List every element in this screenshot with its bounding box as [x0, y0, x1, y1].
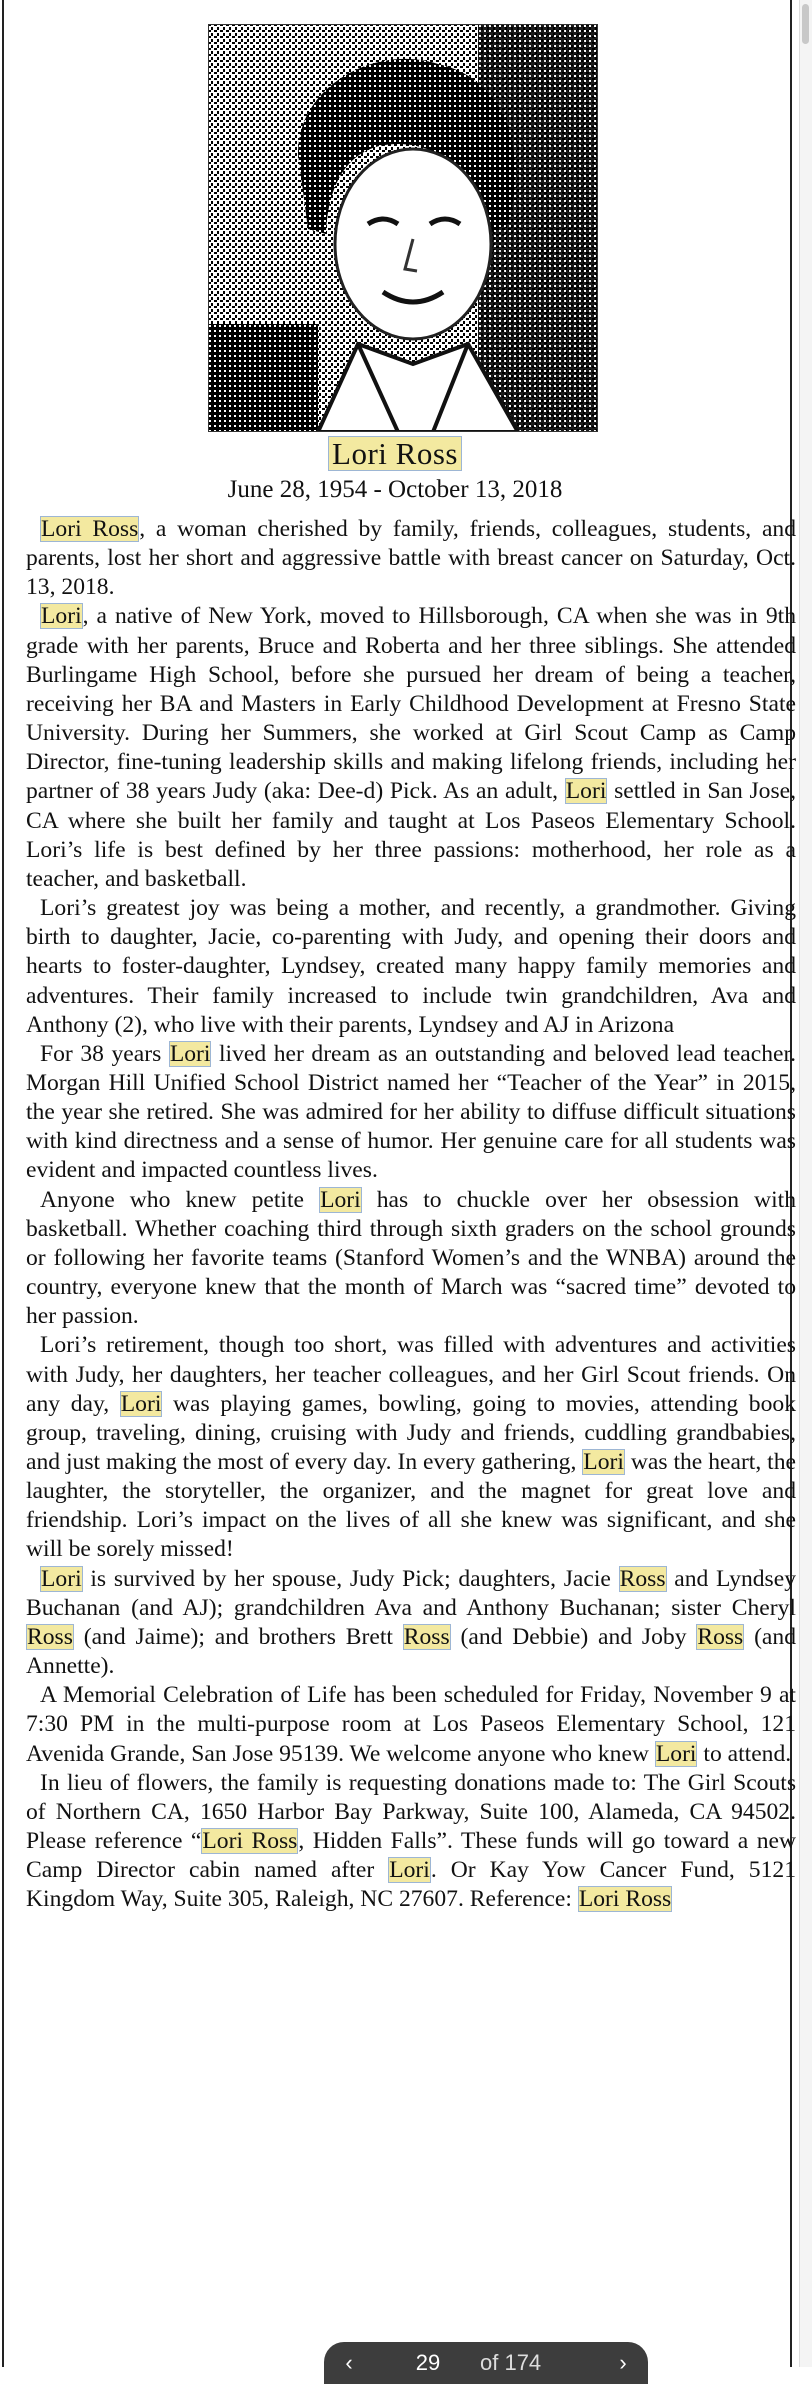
search-highlight: Ross	[403, 1623, 450, 1650]
search-highlight: Lori	[565, 778, 607, 805]
paragraph-text: , a native of New York, moved to Hillsborough, CA when she was in 9th grade with her parents, Bruce and Roberta and her three siblings. She attended Burlingame High School, before she pursued her dream of being a teacher, receiving her BA and Masters in Early Childhood Development at Fresno State University. During her Summers, she worked at Girl Scout Camp as Camp Director, fine-tuning leadership skills and making lifelong friends, including her partner of 38 years Judy (aka: Dee-d) Pick. As an adult,	[26, 603, 796, 805]
paragraph-text: is survived by her spouse, Judy Pick; daughters, Jacie	[82, 1565, 619, 1592]
obituary-paragraph	[26, 1040, 796, 1186]
search-highlight: Lori Ross	[578, 1886, 672, 1913]
obituary-paragraph	[26, 1186, 796, 1332]
obituary-paragraph	[26, 1565, 796, 1682]
search-highlight: Lori	[41, 1565, 82, 1592]
paragraph-text: (and Jaime); and brothers Brett	[73, 1623, 403, 1650]
obituary-paragraph	[26, 1681, 796, 1768]
search-highlight: Lori	[389, 1857, 430, 1884]
search-highlight: Lori	[320, 1186, 361, 1213]
search-highlight: Ross	[27, 1623, 73, 1650]
obituary-title	[0, 436, 790, 472]
paragraph-text: , Hidden Falls”. These funds will go toward a new Camp Director cabin named after	[26, 1828, 796, 1884]
portrait-photo-graphic	[208, 24, 598, 432]
search-highlight: Lori	[169, 1040, 211, 1067]
paragraph-text: was playing games, bowling, going to movies, attending book group, traveling, dining, cruising with Judy and friends, cuddling grandbabies, and just making the most of every day. In every gathering,	[26, 1390, 796, 1475]
paragraph-text: and Lyndsey Buchanan (and AJ); grandchildren Ava and Anthony Buchanan; sister Cheryl	[26, 1565, 796, 1621]
paragraph-text: settled in San Jose, CA where she built her family and taught at Los Paseos Elementary School. Lori’s life is best defined by her three passions: motherhood, her role as a teacher, and basketball.	[26, 778, 796, 892]
obituary-paragraph	[26, 1769, 796, 1915]
search-highlight: Ross	[619, 1565, 666, 1592]
scrollbar-thumb[interactable]	[802, 4, 809, 44]
search-highlight: Lori Ross	[202, 1828, 298, 1855]
chevron-left-icon[interactable]: ‹	[345, 2350, 353, 2375]
search-highlight: Lori	[41, 603, 82, 630]
paragraph-text: lived her dream as an outstanding and beloved lead teacher. Morgan Hill Unified School District named her “Teacher of the Year” in 2015, the year she retired. She was admired for her ability to diffuse difficult situations with kind directness and a sense of humor. Her genuine care for all students was evident and impacted countless lives.	[26, 1040, 796, 1184]
paragraph-text: Anyone who knew petite	[40, 1186, 320, 1213]
current-page[interactable]: 29	[415, 2350, 441, 2375]
obituary-dates: June 28, 1954 - October 13, 2018	[227, 476, 563, 503]
page-navigator	[324, 2342, 648, 2384]
obituary-paragraph	[26, 894, 796, 1040]
paragraph-text: For 38 years	[40, 1040, 169, 1067]
paragraph-text: (and Debbie) and Joby	[450, 1623, 697, 1650]
search-highlight: Lori	[120, 1390, 162, 1417]
obituary-paragraph	[26, 602, 796, 894]
paragraph-text: has to chuckle over her obsession with basketball. Whether coaching third through sixth graders on the school grounds or following her favorite teams (Stanford Women’s and the WNBA) around the country, everyone knew that the month of March was “sacred time” devoted to her passion.	[26, 1186, 796, 1330]
search-highlight: Lori Ross	[41, 516, 139, 542]
paragraph-text: A Memorial Celebration of Life has been scheduled for Friday, November 9 at 7:30 PM in the multi-purpose room at Los Paseos Elementary School, 121 Avenida Grande, San Jose 95139. We welcome anyone who knew	[26, 1682, 796, 1767]
paragraph-text: was the heart, the laughter, the storyteller, the organizer, and the magnet for great love and friendship. Lori’s impact on the lives of all she knew was significant, and she will be sorely missed!	[26, 1449, 796, 1563]
obituary-body	[26, 515, 796, 1915]
search-highlight: Lori	[583, 1449, 624, 1475]
search-highlight: Ross	[697, 1623, 744, 1650]
paragraph-text: In lieu of flowers, the family is requesting donations made to: The Girl Scouts of Northern CA, 1650 Harbor Bay Parkway, Suite 100, Alameda, CA 94502. Please reference “	[26, 1769, 796, 1855]
obituary-paragraph	[26, 1331, 796, 1564]
obituary-paragraph	[26, 515, 796, 602]
paragraph-text: . Or Kay Yow Cancer Fund, 5121 Kingdom Way, Suite 305, Raleigh, NC 27607. Reference:	[26, 1857, 796, 1913]
obituary-name: Lori Ross	[328, 436, 462, 471]
paragraph-text: to attend.	[697, 1740, 792, 1767]
paragraph-text: Lori’s greatest joy was being a mother, and recently, a grandmother. Giving birth to daughter, Jacie, co-parenting with Judy, and opening their doors and hearts to foster-daughter, Lyndsey, created many happy family memories and adventures. Their family increased to include twin grandchildren, Ava and Anthony (2), who live with their parents, Lyndsey and AJ in Arizona	[26, 895, 796, 1038]
total-pages: of 174	[480, 2350, 542, 2375]
portrait-photo-icon	[208, 24, 598, 432]
paragraph-text: Lori’s retirement, though too short, was filled with adventures and activities with Judy, her daughters, her teacher colleagues, and her Girl Scout friends. On any day,	[26, 1332, 796, 1417]
chevron-right-icon[interactable]: ›	[619, 2350, 627, 2375]
search-highlight: Lori	[655, 1740, 697, 1767]
paragraph-text: , a woman cherished by family, friends, colleagues, students, and parents, lost her short and aggressive battle with breast cancer on Saturday, Oct. 13, 2018.	[26, 516, 797, 601]
scrollbar[interactable]	[799, 0, 812, 2367]
paragraph-text: (and Annette).	[26, 1623, 796, 1680]
